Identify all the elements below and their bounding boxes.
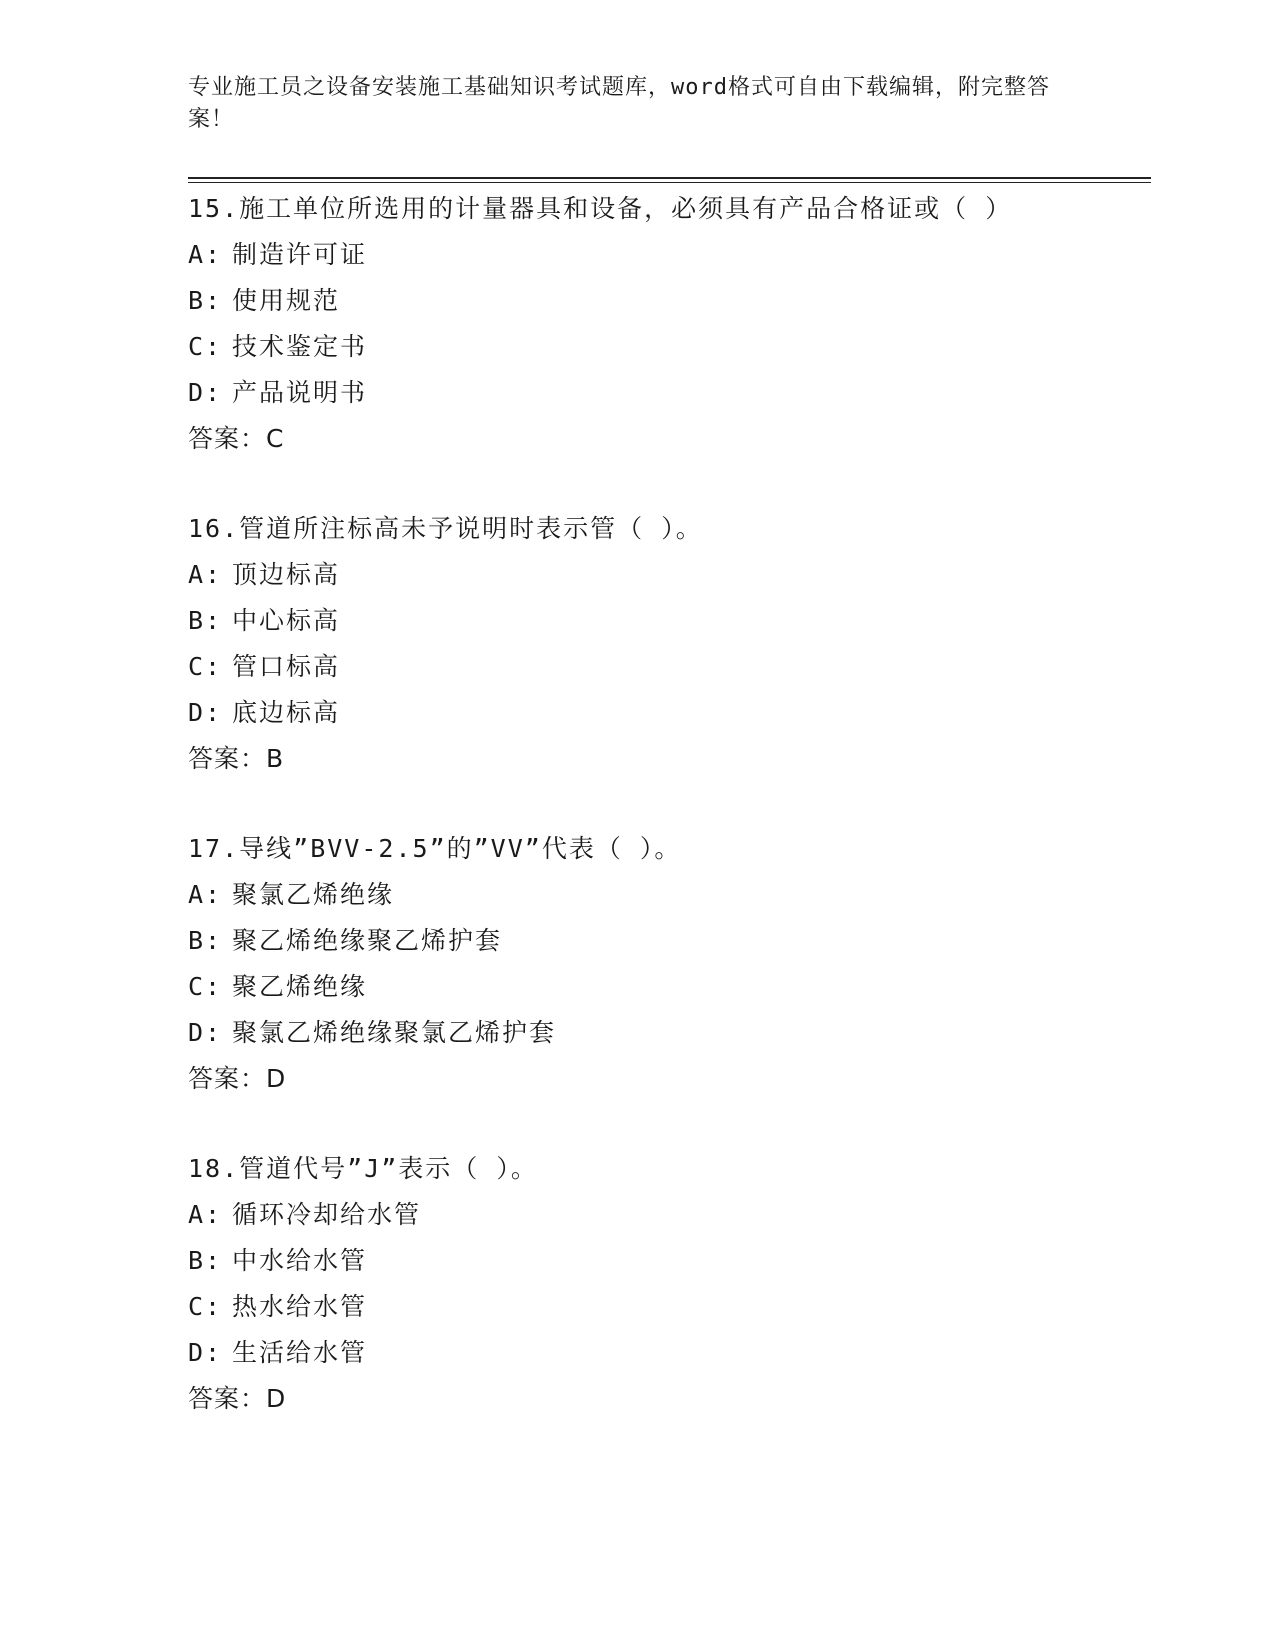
option-letter: B: [188,286,223,315]
option-c [188,964,1138,1010]
option-b [188,1238,1138,1284]
option-letter: D: [188,1018,223,1047]
option-letter: D: [188,1338,223,1367]
option-text: 制造许可证 [232,240,368,269]
option-letter: B: [188,606,223,635]
option-b [188,278,1138,324]
option-text: 中心标高 [232,606,341,635]
option-c [188,644,1138,690]
question-15 [188,186,1138,462]
option-a [188,552,1138,598]
option-d [188,690,1138,736]
option-text: 聚乙烯绝缘聚乙烯护套 [232,926,503,955]
option-d [188,1330,1138,1376]
answer-line: 答案：D [188,1064,287,1093]
option-text: 聚氯乙烯绝缘聚氯乙烯护套 [232,1018,557,1047]
option-d [188,1010,1138,1056]
option-text: 循环冷却给水管 [232,1200,422,1229]
option-letter: A: [188,880,223,909]
option-text: 中水给水管 [232,1246,368,1275]
option-b [188,598,1138,644]
option-c [188,1284,1138,1330]
header-divider-thick [188,177,1151,179]
answer-line: 答案：B [188,744,285,773]
option-a [188,872,1138,918]
option-letter: C: [188,972,223,1001]
header-divider-thin [188,182,1151,183]
option-letter: C: [188,332,223,361]
option-letter: C: [188,1292,223,1321]
option-letter: C: [188,652,223,681]
question-16 [188,506,1138,782]
option-a [188,232,1138,278]
option-text: 技术鉴定书 [232,332,368,361]
option-text: 管口标高 [232,652,341,681]
option-text: 生活给水管 [232,1338,368,1367]
question-18 [188,1146,1138,1422]
option-text: 热水给水管 [232,1292,368,1321]
question-stem: 16.管道所注标高未予说明时表示管（ ）。 [188,514,703,543]
answer-line: 答案：D [188,1384,287,1413]
option-c [188,324,1138,370]
option-text: 产品说明书 [232,378,368,407]
option-a [188,1192,1138,1238]
option-letter: B: [188,926,223,955]
option-letter: D: [188,378,223,407]
question-stem: 17.导线”BVV-2.5”的”VV”代表（ ）。 [188,834,682,863]
option-text: 使用规范 [232,286,341,315]
option-b [188,918,1138,964]
option-d [188,370,1138,416]
question-stem: 18.管道代号”J”表示（ ）。 [188,1154,538,1183]
option-letter: A: [188,240,223,269]
option-letter: A: [188,1200,223,1229]
question-stem: 15.施工单位所选用的计量器具和设备，必须具有产品合格证或（ ） [188,194,1013,223]
option-letter: B: [188,1246,223,1275]
option-letter: D: [188,698,223,727]
option-text: 底边标高 [232,698,341,727]
option-text: 顶边标高 [232,560,341,589]
option-text: 聚氯乙烯绝缘 [232,880,395,909]
question-17 [188,826,1138,1102]
option-letter: A: [188,560,223,589]
answer-line: 答案：C [188,424,285,453]
option-text: 聚乙烯绝缘 [232,972,368,1001]
document-header: 专业施工员之设备安装施工基础知识考试题库，word格式可自由下载编辑，附完整答案！ [188,75,1050,132]
